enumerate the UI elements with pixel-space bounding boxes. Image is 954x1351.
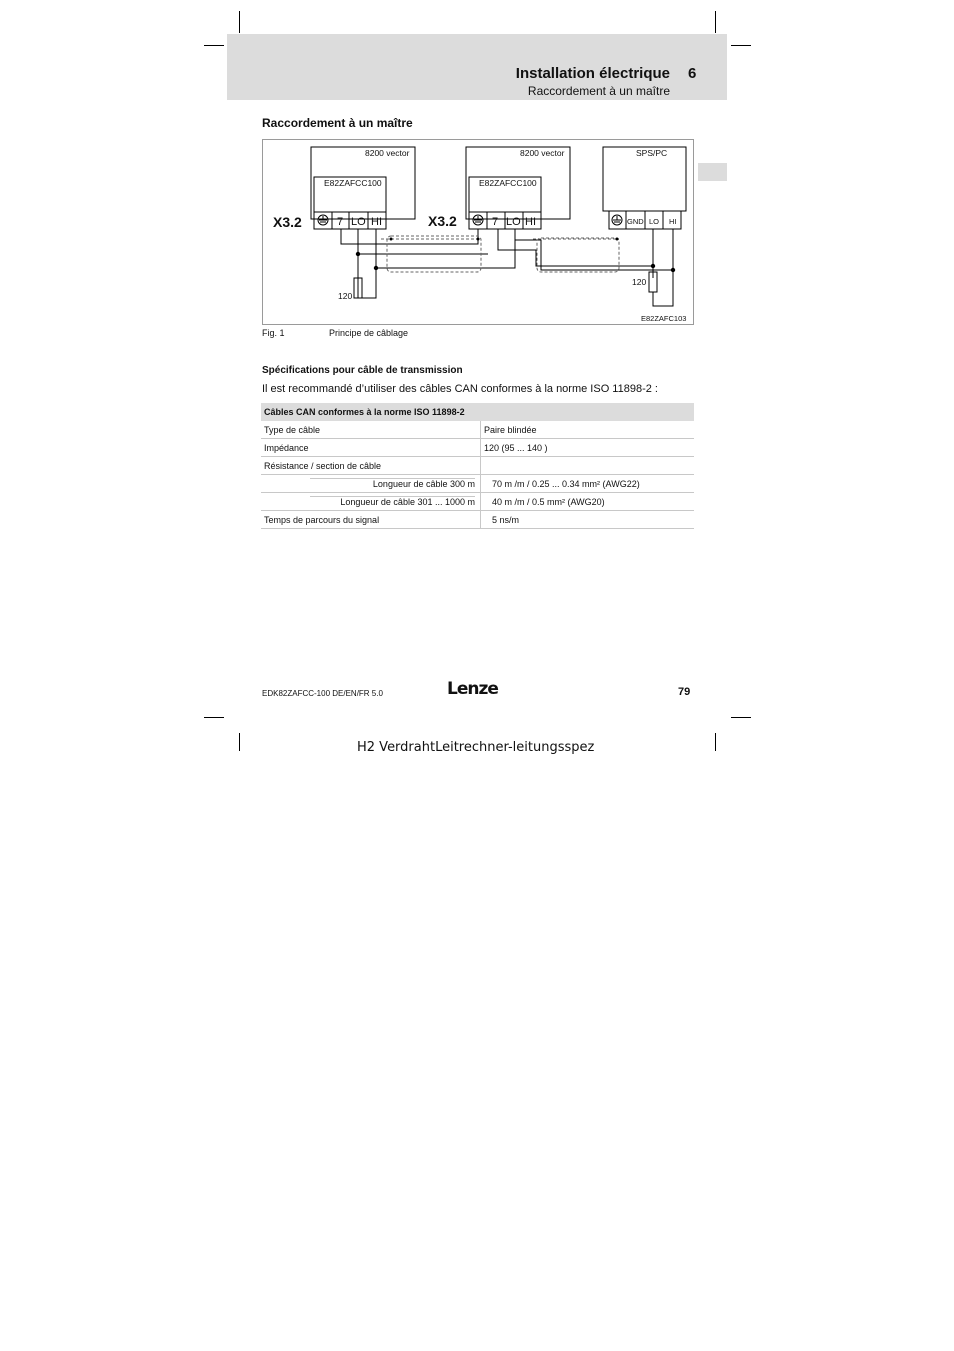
- chapter-title: Installation électrique: [515, 65, 670, 82]
- intro-paragraph: Il est recommandé d’utiliser des câbles CAN conformes à la norme ISO 11898-2 :: [262, 383, 658, 395]
- table-cell-label: Impédance: [261, 439, 481, 457]
- chapter-subtitle: Raccordement à un maître: [527, 84, 670, 98]
- table-row: [261, 421, 694, 439]
- device2-terminal-hi: HI: [525, 216, 536, 228]
- resistor-left-label: 120: [338, 291, 353, 301]
- table-row: [261, 457, 694, 475]
- device2-label: 8200 vector: [520, 148, 565, 158]
- cable-spec-table: [261, 403, 694, 529]
- crop-mark: [239, 11, 240, 33]
- table-row: [261, 439, 694, 457]
- crop-mark: [204, 717, 224, 718]
- chapter-side-tab: [698, 163, 727, 181]
- device1-label: 8200 vector: [365, 148, 410, 158]
- crop-mark: [204, 45, 224, 46]
- spec-heading: Spécifications pour câble de transmission: [262, 365, 463, 376]
- table-cell-value: 40 m /m / 0.5 mm² (AWG20): [481, 493, 695, 511]
- document-code: EDK82ZAFCC-100 DE/EN/FR 5.0: [262, 689, 383, 698]
- crop-mark: [731, 717, 751, 718]
- wiring-diagram: [262, 139, 694, 325]
- table-cell-value: 5 ns/m: [481, 511, 695, 529]
- table-header: Câbles CAN conformes à la norme ISO 11898-2: [261, 403, 694, 421]
- wiring-diagram-svg: [263, 140, 695, 326]
- footer-note: H2 VerdrahtLeitrechner-leitungsspez: [357, 740, 595, 755]
- device2-terminal-lo: LO: [506, 216, 521, 228]
- table-cell-value: 70 m /m / 0.25 ... 0.34 mm² (AWG22): [481, 475, 695, 493]
- device1-terminal-7: 7: [337, 216, 344, 228]
- table-cell-label: Résistance / section de câble: [261, 457, 481, 475]
- crop-mark: [715, 733, 716, 751]
- master-terminal-hi: HI: [669, 217, 677, 226]
- table-cell-value: [481, 457, 695, 475]
- table-cell-label: Temps de parcours du signal: [261, 511, 481, 529]
- table-cell-label: Type de câble: [261, 421, 481, 439]
- crop-mark: [731, 45, 751, 46]
- table-cell-value: Paire blindée: [481, 421, 695, 439]
- figure-number: Fig. 1: [262, 328, 285, 338]
- crop-mark: [715, 11, 716, 33]
- device2-module-label: E82ZAFCC100: [479, 178, 537, 188]
- table-row: [261, 493, 694, 511]
- table-header-row: [261, 403, 694, 421]
- device1-terminal-hi: HI: [371, 216, 382, 228]
- lenze-logo: Lenze: [447, 679, 498, 699]
- device1-connector-label: X3.2: [273, 214, 302, 230]
- table-cell-label: Longueur de câble 300 m: [310, 478, 475, 489]
- master-terminal-lo: LO: [649, 217, 660, 226]
- master-terminal-gnd: GND: [627, 217, 644, 226]
- crop-mark: [239, 733, 240, 751]
- device2-connector-label: X3.2: [428, 213, 457, 229]
- master-label: SPS/PC: [636, 148, 668, 158]
- section-title: Raccordement à un maître: [262, 116, 413, 130]
- cable-shield-2: [537, 238, 619, 272]
- resistor-right-label: 120: [632, 277, 647, 287]
- table-row: [261, 475, 694, 493]
- figure-caption: Principe de câblage: [329, 328, 409, 338]
- table-row: [261, 511, 694, 529]
- page-number: 79: [678, 686, 691, 698]
- table-cell-label: Longueur de câble 301 ... 1000 m: [310, 496, 475, 507]
- device2-terminal-7: 7: [492, 216, 499, 228]
- table-cell-value: 120 (95 ... 140 ): [481, 439, 695, 457]
- chapter-number: 6: [688, 65, 697, 82]
- device1-terminal-lo: LO: [351, 216, 366, 228]
- figure-code: E82ZAFC103: [641, 314, 687, 323]
- device1-module-label: E82ZAFCC100: [324, 178, 382, 188]
